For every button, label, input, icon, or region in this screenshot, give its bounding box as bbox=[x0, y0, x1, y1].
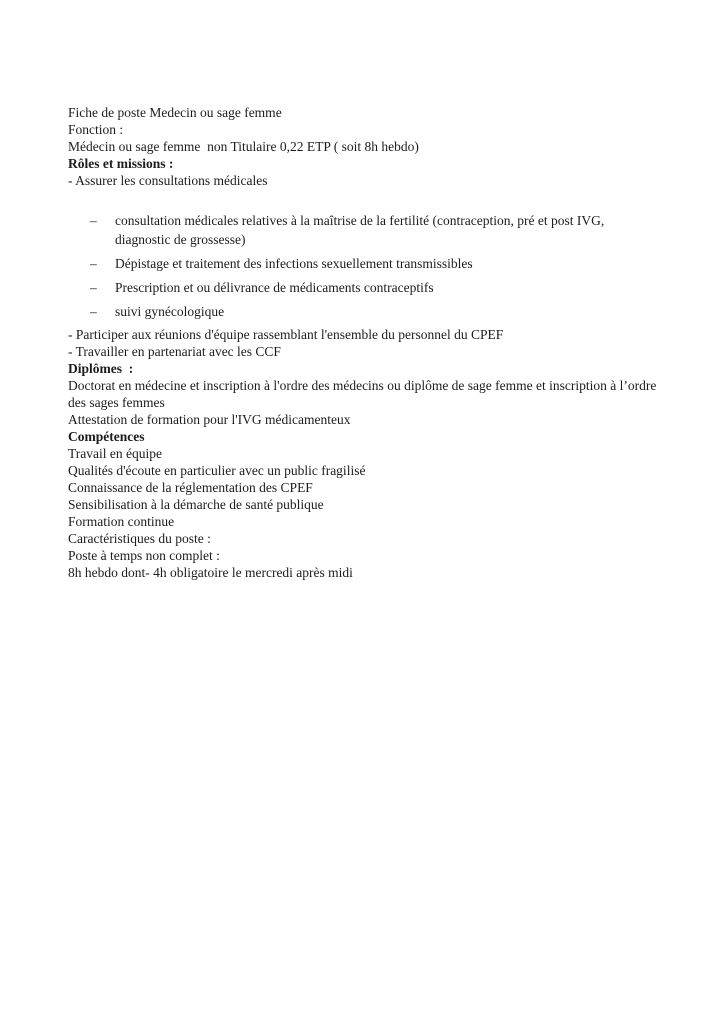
dash-bullet: – bbox=[90, 256, 97, 271]
competences-line: Qualités d'écoute en particulier avec un public fragilisé bbox=[68, 463, 366, 478]
caracteristiques-heading: Caractéristiques du poste : bbox=[68, 531, 211, 546]
list-item bbox=[68, 278, 660, 297]
list-item bbox=[68, 302, 660, 321]
fonction-value: Médecin ou sage femme non Titulaire 0,22 ETP ( soit 8h hebdo) bbox=[68, 139, 419, 154]
list-item bbox=[68, 211, 660, 249]
roles-extra-travailler: - Travailler en partenariat avec les CCF bbox=[68, 344, 281, 359]
competences-line: Travail en équipe bbox=[68, 446, 162, 461]
roles-bullet-list bbox=[68, 211, 660, 321]
roles-extra-participer: - Participer aux réunions d'équipe rassemblant l'ensemble du personnel du CPEF bbox=[68, 327, 504, 342]
competences-line: Formation continue bbox=[68, 514, 175, 529]
doc-title: Fiche de poste Medecin ou sage femme bbox=[68, 105, 282, 120]
competences-heading: Compétences bbox=[68, 429, 145, 444]
caracteristiques-line: 8h hebdo dont- 4h obligatoire le mercredi après midi bbox=[68, 565, 353, 580]
fonction-label: Fonction : bbox=[68, 122, 124, 137]
dash-bullet: – bbox=[90, 213, 97, 228]
bullet-text: consultation médicales relatives à la maîtrise de la fertilité (contraception, pré et post IVG, diagnostic de grossesse) bbox=[115, 213, 608, 247]
bullet-text: suivi gynécologique bbox=[115, 304, 225, 319]
bullet-text: Prescription et ou délivrance de médicaments contraceptifs bbox=[115, 280, 434, 295]
roles-missions-heading: Rôles et missions : bbox=[68, 156, 174, 171]
competences-line: Connaissance de la réglementation des CPEF bbox=[68, 480, 313, 495]
dash-bullet: – bbox=[90, 280, 97, 295]
caracteristiques-line: Poste à temps non complet : bbox=[68, 548, 220, 563]
bullet-text: Dépistage et traitement des infections sexuellement transmissibles bbox=[115, 256, 473, 271]
diplomes-line: Attestation de formation pour l'IVG médicamenteux bbox=[68, 412, 351, 427]
diplomes-line: Doctorat en médecine et inscription à l'ordre des médecins ou diplôme de sage femme et inscription à l’ordre des sages femmes bbox=[68, 378, 660, 410]
roles-intro: - Assurer les consultations médicales bbox=[68, 173, 268, 188]
diplomes-heading: Diplômes : bbox=[68, 361, 134, 376]
competences-line: Sensibilisation à la démarche de santé publique bbox=[68, 497, 324, 512]
dash-bullet: – bbox=[90, 304, 97, 319]
list-item bbox=[68, 254, 660, 273]
